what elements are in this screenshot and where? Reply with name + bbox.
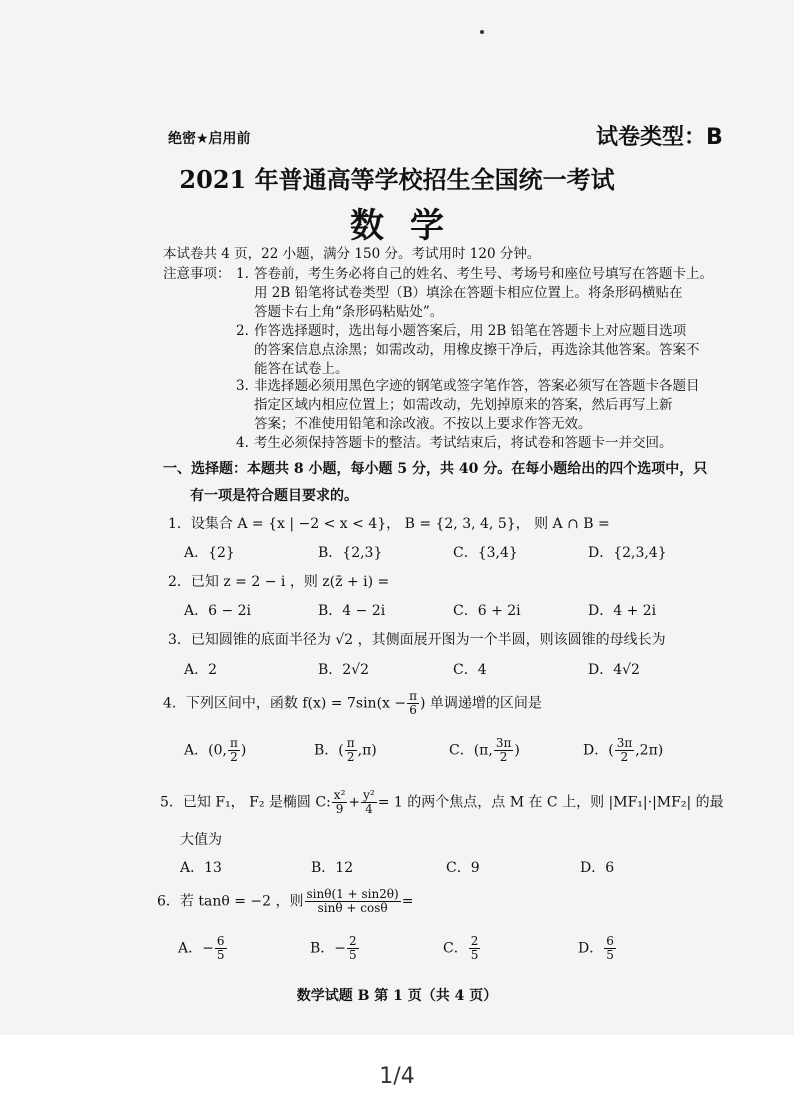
- notice-line: 作答选择题时，选出每小题答案后，用 2B 铅笔在答题卡上对应题目选项: [254, 323, 687, 339]
- fraction: [604, 935, 616, 962]
- denominator: 2: [499, 750, 508, 764]
- question-5-stem-cont: 大值为: [180, 832, 222, 848]
- notice-line: 非选择题必须用黑色字迹的钢笔或签字笔作答，答案必须写在答题卡各题目: [254, 378, 700, 394]
- notice-line: 答案；不准使用铅笔和涂改液。不按以上要求作答无效。: [254, 416, 592, 432]
- option-a: A．2: [184, 662, 218, 678]
- option-b: B．12: [311, 860, 354, 876]
- option-d: [578, 935, 617, 962]
- exam-summary: 本试卷共 4 页，22 小题，满分 150 分。考试用时 120 分钟。: [163, 246, 541, 262]
- notice-line: 用 2B 铅笔将试卷类型（B）填涂在答题卡相应位置上。将条形码横贴在: [254, 285, 683, 301]
- confidential-label: 绝密★启用前: [168, 131, 251, 147]
- option-label: C．: [449, 742, 474, 759]
- option-c: C．9: [446, 860, 480, 876]
- option-sign: −: [334, 940, 347, 957]
- option-text: ,2π): [635, 742, 664, 759]
- notice-number: 4.: [236, 435, 249, 451]
- fraction: [407, 690, 419, 717]
- option-label: B．: [314, 742, 339, 759]
- denominator: 6: [409, 703, 417, 717]
- denominator: sinθ + cosθ: [317, 901, 388, 915]
- option-sign: −: [202, 940, 214, 957]
- option-d: D．4√2: [588, 662, 640, 678]
- numerator: 6: [606, 934, 614, 948]
- numerator: 2: [349, 934, 357, 948]
- option-text: (π,: [473, 742, 493, 759]
- denominator: 2: [620, 750, 629, 764]
- denominator: 9: [335, 802, 344, 816]
- denominator: 5: [470, 948, 479, 962]
- option-label: D．: [578, 940, 604, 957]
- question-5-stem: 5．已知 F₁， F₂ 是椭圆 C: $\frac{\text{x²}}{9}$ + $\frac{\text{y²}}{4}$ = 1 的两个焦点，点 M 在 C 上，则 |MF₁|·|MF₂| 的最: [160, 788, 724, 816]
- option-a: [184, 737, 246, 764]
- numerator: x²: [333, 788, 346, 802]
- option-b: B．4 − 2i: [318, 603, 386, 619]
- stem-text: ) 单调递增的区间是: [420, 695, 542, 712]
- question-1-stem: 1．设集合 A = {x | −2 < x < 4}， B = {2, 3, 4, 5}， 则 A ∩ B =: [168, 516, 610, 532]
- numerator: y²: [363, 788, 375, 802]
- option-a: A．6 − 2i: [184, 603, 252, 619]
- question-6-stem: [157, 888, 413, 915]
- option-text: (: [338, 742, 344, 759]
- option-text: ): [240, 742, 247, 759]
- numerator: 6: [216, 934, 225, 948]
- option-b: B．{2,3}: [318, 545, 383, 561]
- fraction: [347, 935, 359, 962]
- section-heading: 一、选择题：本题共 8 小题，每小题 5 分，共 40 分。在每小题给出的四个选项中，只: [163, 461, 708, 477]
- option-a: A．13: [180, 860, 222, 876]
- option-label: A．: [178, 940, 203, 957]
- option-c: [449, 737, 520, 764]
- option-b: [310, 935, 360, 962]
- section-heading-cont: 有一项是符合题目要求的。: [190, 488, 358, 504]
- option-c: C．6 + 2i: [453, 603, 521, 619]
- denominator: 5: [216, 948, 225, 962]
- subject-title: 数学: [350, 206, 470, 246]
- option-label: A．: [184, 742, 209, 759]
- denominator: 5: [606, 948, 614, 962]
- option-text: ,π): [357, 742, 377, 759]
- fraction: [345, 737, 357, 764]
- numerator: sinθ(1 + sin2θ): [306, 887, 399, 901]
- paper-type-label: 试卷类型：B: [596, 125, 723, 150]
- option-label: D．: [583, 742, 609, 759]
- option-text: ): [514, 742, 520, 759]
- option-d: [583, 737, 663, 764]
- question-4-stem: [163, 690, 542, 717]
- notice-number: 1.: [236, 266, 249, 282]
- numerator: π: [229, 736, 238, 750]
- numerator: 3π: [495, 736, 512, 750]
- viewer-page-indicator: 1/4: [379, 1064, 415, 1089]
- notice-line: 能答在试卷上。: [254, 361, 349, 377]
- option-b: [314, 737, 377, 764]
- option-label: B．: [310, 940, 335, 957]
- option-a: A．{2}: [184, 545, 235, 561]
- option-a: [178, 935, 228, 962]
- fraction: [332, 789, 348, 816]
- notice-number: 2.: [236, 323, 249, 339]
- option-d: D．4 + 2i: [588, 603, 657, 619]
- notice-line: 考生必须保持答题卡的整洁。考试结束后，将试卷和答题卡一并交回。: [254, 435, 673, 451]
- notice-number: 3.: [236, 378, 249, 394]
- option-d: D．6: [580, 860, 615, 876]
- option-d: D．{2,3,4}: [588, 545, 667, 561]
- denominator: 5: [349, 948, 357, 962]
- fraction: [494, 737, 514, 764]
- stem-text: = 1 的两个焦点，点 M 在 C 上，则 |MF₁|·|MF₂| 的最: [377, 794, 724, 811]
- option-c: C．{3,4}: [453, 545, 518, 561]
- option-text: (: [608, 742, 614, 759]
- question-2-stem: 2．已知 z = 2 − i ，则 z(z̄ + i) =: [168, 574, 390, 590]
- notice-line: 答卷前，考生务必将自己的姓名、考生号、考场号和座位号填写在答题卡上。: [254, 266, 713, 282]
- stem-text: 5．已知 F₁， F₂ 是椭圆 C:: [160, 794, 331, 811]
- fraction: [469, 935, 481, 962]
- numerator: 2: [470, 934, 479, 948]
- option-b: B．2√2: [318, 662, 370, 678]
- stem-text: 4．下列区间中，函数 f(x) = 7sin(x −: [163, 695, 407, 712]
- fraction: [228, 737, 240, 764]
- option-c: [443, 935, 481, 962]
- numerator: π: [409, 689, 418, 703]
- numerator: π: [346, 736, 355, 750]
- notice-line: 答题卡右上角“条形码粘贴处”。: [254, 304, 444, 320]
- exam-title: 2021 年普通高等学校招生全国统一考试: [179, 165, 615, 194]
- page-footer: 数学试题 B 第 1 页（共 4 页）: [296, 988, 498, 1004]
- option-text: (0,: [208, 742, 227, 759]
- ink-dot: [480, 30, 484, 34]
- notice-line: 的答案信息点涂黑；如需改动，用橡皮擦干净后，再选涂其他答案。答案不: [254, 342, 700, 358]
- stem-text: 6．若 tanθ = −2 ，则: [157, 893, 304, 910]
- fraction: [305, 888, 401, 915]
- notice-line: 指定区域内相应位置上；如需改动，先划掉原来的答案，然后再写上新: [254, 397, 673, 413]
- numerator: 3π: [616, 736, 633, 750]
- option-c: C．4: [453, 662, 487, 678]
- fraction: [615, 737, 635, 764]
- denominator: 4: [365, 802, 373, 816]
- fraction: [215, 935, 227, 962]
- notice-label: 注意事项：: [163, 266, 231, 282]
- fraction: [361, 789, 377, 816]
- denominator: 2: [230, 750, 238, 764]
- question-3-stem: 3．已知圆锥的底面半径为 √2 ，其侧面展开图为一个半圆，则该圆锥的母线长为: [168, 632, 666, 648]
- denominator: 2: [346, 750, 355, 764]
- option-label: C．: [443, 940, 468, 957]
- stem-text: =: [401, 893, 414, 910]
